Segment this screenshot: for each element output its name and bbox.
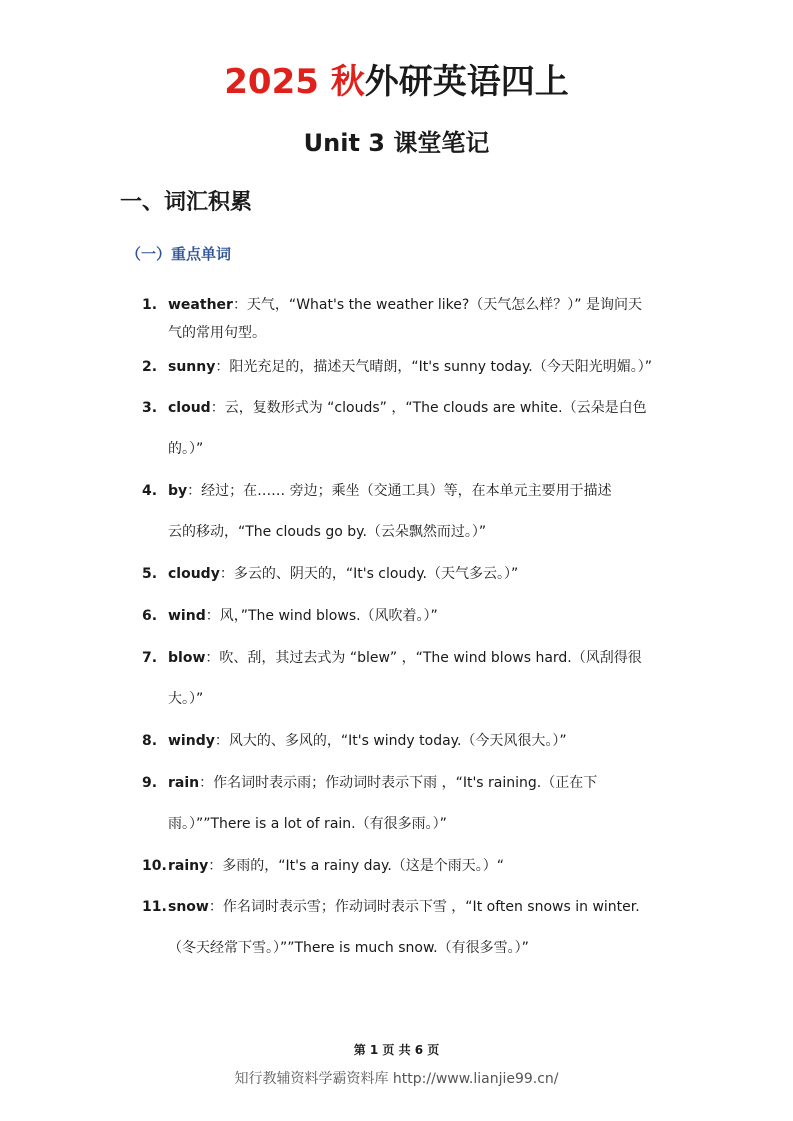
vocab-item-windy: [142, 730, 682, 752]
item-text: ：作名词时表示雪；作动词时表示下雪 ，“It often snows in winter.: [208, 899, 640, 915]
page-number: 第 1 页 共 6 页: [353, 1043, 440, 1057]
item-number: 10.: [142, 858, 167, 874]
vocab-word: by: [168, 483, 188, 499]
unit-subtitle: Unit 3 课堂笔记: [303, 129, 490, 157]
item-line: [142, 294, 682, 316]
item-line-continued: 大。）”: [168, 691, 204, 707]
page-title: [0, 62, 793, 102]
item-text: ：风，”The wind blows.（风吹着。）”: [205, 608, 438, 624]
vocab-word: cloudy: [168, 566, 220, 582]
item-text: ：作名词时表示雨；作动词时表示下雨 ，“It's raining.（正在下: [199, 775, 598, 791]
item-number: 11.: [142, 899, 167, 915]
vocab-item-cloudy: [142, 563, 682, 585]
title-year-season: 2025 秋: [224, 62, 365, 102]
vocab-item-wind: [142, 605, 682, 627]
item-line: [142, 563, 682, 585]
item-line: [142, 356, 682, 378]
item-text: ：风大的、多风的，“It's windy today.（今天风很大。）”: [214, 733, 567, 749]
item-text: ：阳光充足的，描述天气晴朗，“It's sunny today.（今天阳光明媚。）”: [215, 359, 652, 375]
item-line-continued: 雨。）””There is a lot of rain.（有很多雨。）”: [168, 816, 447, 832]
vocab-item-weather: [142, 294, 682, 344]
vocab-item-blow: [142, 647, 682, 710]
item-number: 7.: [142, 650, 158, 666]
subsection-heading: （一）重点单词: [126, 245, 232, 263]
item-line-continued: 云的移动，“The clouds go by.（云朵飘然而过。）”: [168, 524, 487, 540]
item-number: 2.: [142, 359, 158, 375]
item-number: 9.: [142, 775, 158, 791]
item-text: ：吹、刮，其过去式为 “blew” ，“The wind blows hard.（风刮得很: [205, 650, 642, 666]
item-text: ：天气，“What's the weather like?（天气怎么样？）” 是询问天: [232, 297, 642, 313]
vocab-item-cloud: [142, 397, 682, 460]
vocab-item-snow: [142, 896, 682, 959]
item-text: ：云，复数形式为 “clouds” ，“The clouds are white.（云朵是白色: [210, 400, 647, 416]
item-line: [142, 772, 682, 794]
item-line-continued: 的。）”: [168, 441, 204, 457]
vocab-word: rain: [168, 775, 200, 791]
vocab-word: blow: [168, 650, 206, 666]
vocab-item-rainy: [142, 855, 682, 877]
item-text: ：多云的、阴天的，“It's cloudy.（天气多云。）”: [219, 566, 519, 582]
item-line: [142, 896, 682, 918]
item-line: [142, 855, 682, 877]
vocab-item-sunny: [142, 356, 682, 378]
item-number: 3.: [142, 400, 158, 416]
item-text: ：多雨的，“It's a rainy day.（这是个雨天。）“: [208, 858, 505, 874]
vocab-word: wind: [168, 608, 206, 624]
item-line-continued: 气的常用句型。: [168, 325, 266, 341]
vocab-word: sunny: [168, 359, 216, 375]
item-line: [142, 605, 682, 627]
item-number: 6.: [142, 608, 158, 624]
item-number: 8.: [142, 733, 158, 749]
vocab-item-by: [142, 480, 682, 543]
vocab-word: snow: [168, 899, 209, 915]
section-heading: 一、词汇积累: [120, 190, 253, 215]
title-course: 外研英语四上: [364, 62, 569, 102]
item-text: ：经过；在…… 旁边；乘坐（交通工具）等，在本单元主要用于描述: [187, 483, 612, 499]
vocab-word: cloud: [168, 400, 211, 416]
item-line: [142, 480, 682, 502]
item-line: [142, 647, 682, 669]
vocab-word: weather: [168, 297, 233, 313]
item-number: 1.: [142, 297, 158, 313]
item-number: 4.: [142, 483, 158, 499]
footer-watermark: 知行教辅资料学霸资料库 http://www.lianjie99.cn/: [234, 1071, 559, 1087]
item-line: [142, 397, 682, 419]
vocab-word: windy: [168, 733, 215, 749]
item-number: 5.: [142, 566, 158, 582]
item-line-continued: （冬天经常下雪。）””There is much snow.（有很多雪。）”: [168, 940, 529, 956]
item-line: [142, 730, 682, 752]
vocab-word: rainy: [168, 858, 209, 874]
vocab-item-rain: [142, 772, 682, 835]
